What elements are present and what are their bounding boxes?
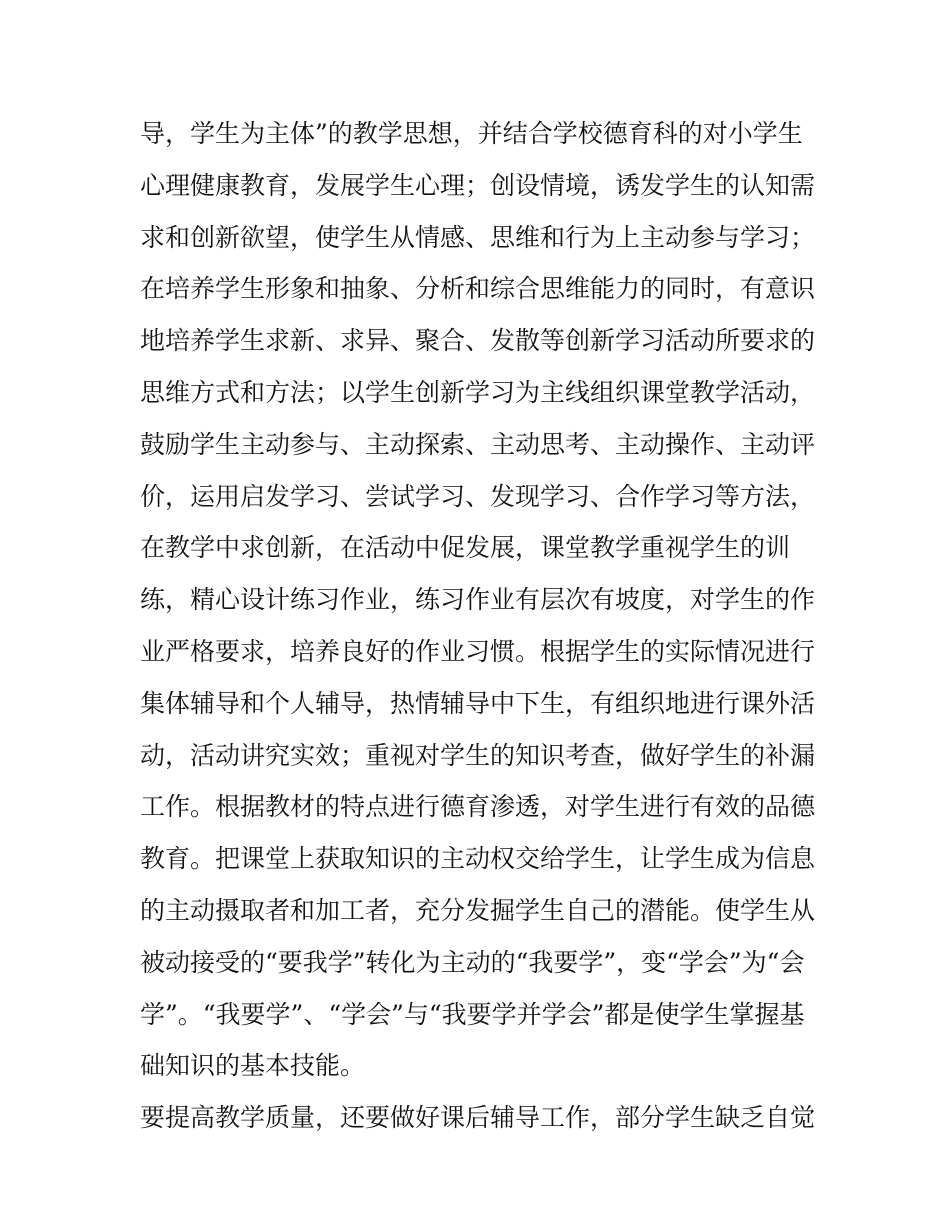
text-line-2: 心理健康教育，发展学生心理；创设情境，诱发学生的认知需: [140, 170, 816, 200]
text-line-6: 思维方式和方法；以学生创新学习为主线组织课堂教学活动，: [140, 377, 816, 407]
text-line-10: 练，精心设计练习作业，练习作业有层次有坡度，对学生的作: [140, 585, 816, 615]
text-line-19: 础知识的基本技能。: [140, 1051, 366, 1081]
text-line-9: 在教学中求创新，在活动中促发展，课堂教学重视学生的训: [140, 533, 791, 563]
body-text: [140, 108, 820, 1144]
text-line-3: 求和创新欲望，使学生从情感、思维和行为上主动参与学习；: [140, 222, 816, 252]
text-line-11: 业严格要求，培养良好的作业习惯。根据学生的实际情况进行: [140, 636, 816, 666]
text-line-16: 的主动摄取者和加工者，充分发掘学生自己的潜能。使学生从: [140, 895, 816, 925]
text-line-15: 教育。把课堂上获取知识的主动权交给学生，让学生成为信息: [140, 844, 816, 874]
text-line-8: 价，运用启发学习、尝试学习、发现学习、合作学习等方法，: [140, 481, 816, 511]
text-line-4: 在培养学生形象和抽象、分析和综合思维能力的同时，有意识: [140, 274, 816, 304]
text-line-7: 鼓励学生主动参与、主动探索、主动思考、主动操作、主动评: [140, 429, 816, 459]
text-line-13: 动，活动讲究实效；重视对学生的知识考查，做好学生的补漏: [140, 740, 816, 770]
text-line-1: 导，学生为主体”的教学思想，并结合学校德育科的对小学生: [140, 119, 803, 148]
text-line-14: 工作。根据教材的特点进行德育渗透，对学生进行有效的品德: [140, 792, 816, 822]
text-line-17: 被动接受的“要我学”转化为主动的“我要学”，变“学会”为“会: [140, 947, 805, 977]
text-line-18: 学”。“我要学”、“学会”与“我要学并学会”都是使学生掌握基: [140, 999, 805, 1029]
text-line-20: 要提高教学质量，还要做好课后辅导工作，部分学生缺乏自觉: [140, 1103, 816, 1133]
text-line-12: 集体辅导和个人辅导，热情辅导中下生，有组织地进行课外活: [140, 688, 816, 718]
text-line-5: 地培养学生求新、求异、聚合、发散等创新学习活动所要求的: [140, 326, 816, 356]
